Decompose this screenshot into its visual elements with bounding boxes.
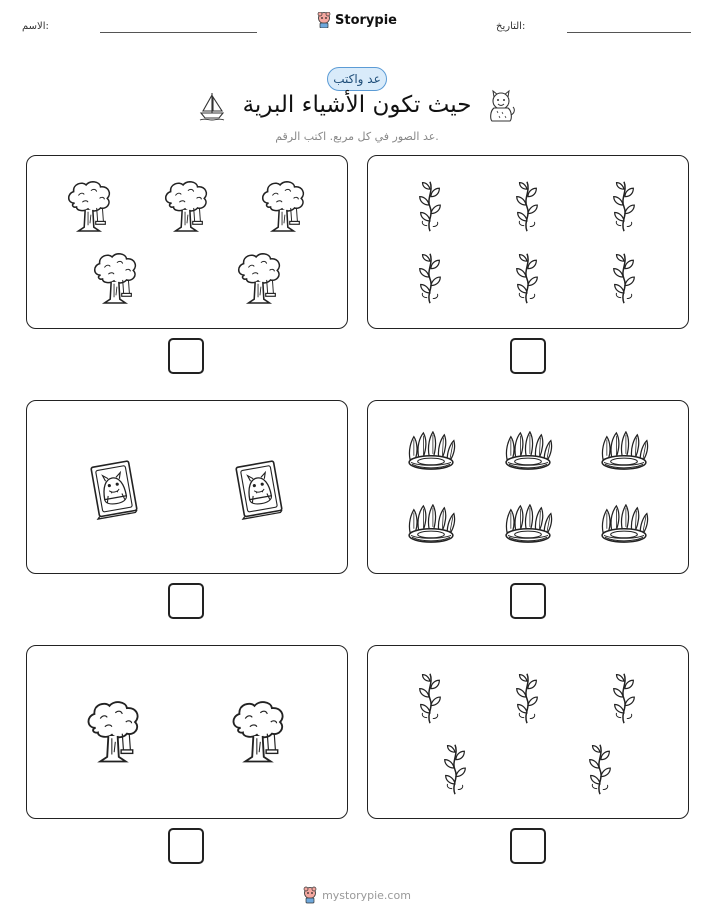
vine-icon	[513, 670, 541, 726]
storypie-mascot-icon	[303, 886, 317, 904]
tree-swing-icon	[229, 700, 287, 765]
brand-logo	[0, 12, 714, 32]
vine-icon	[610, 670, 638, 726]
count-panel-trees-5	[26, 155, 348, 329]
vine-icon	[441, 741, 469, 797]
answer-box-crowns-6[interactable]	[510, 583, 546, 619]
vine-icon	[416, 178, 444, 234]
name-line[interactable]	[100, 32, 257, 33]
count-panel-books-2	[26, 400, 348, 574]
date-label: التاريخ:	[496, 21, 526, 32]
vine-icon	[586, 741, 614, 797]
storypie-mascot-icon	[317, 12, 331, 28]
leaf-crown-icon	[598, 504, 650, 544]
answer-box-vines-5[interactable]	[510, 828, 546, 864]
leaf-crown-icon	[405, 504, 457, 544]
vine-icon	[513, 178, 541, 234]
leaf-crown-icon	[502, 504, 554, 544]
leaf-crown-icon	[405, 431, 457, 471]
footer-url[interactable]: mystorypie.com	[322, 888, 411, 902]
leaf-crown-icon	[598, 431, 650, 471]
answer-box-trees-2[interactable]	[168, 828, 204, 864]
tree-swing-icon	[235, 252, 283, 306]
date-line[interactable]	[567, 32, 691, 33]
tree-swing-icon	[259, 180, 307, 234]
name-label: الاسم:	[22, 21, 49, 32]
activity-badge: عد واكتب	[327, 67, 387, 91]
brand-name: Storypie	[335, 12, 397, 28]
count-panel-vines-5	[367, 645, 689, 819]
count-panel-crowns-6	[367, 400, 689, 574]
answer-box-trees-5[interactable]	[168, 338, 204, 374]
count-panel-trees-2	[26, 645, 348, 819]
page-title: حيث تكون الأشياء البرية	[242, 92, 472, 118]
vine-icon	[610, 250, 638, 306]
tree-swing-icon	[65, 180, 113, 234]
tree-swing-icon	[162, 180, 210, 234]
instructions: عد الصور في كل مربع. اكتب الرقم.	[275, 130, 439, 143]
vine-icon	[416, 250, 444, 306]
tree-swing-icon	[84, 700, 142, 765]
wolf-suit-icon	[486, 89, 516, 123]
answer-box-vines-6[interactable]	[510, 338, 546, 374]
footer	[0, 886, 714, 908]
count-panel-vines-6	[367, 155, 689, 329]
vine-icon	[416, 670, 444, 726]
monster-book-icon	[228, 458, 288, 520]
leaf-crown-icon	[502, 431, 554, 471]
tree-swing-icon	[91, 252, 139, 306]
answer-box-books-2[interactable]	[168, 583, 204, 619]
vine-icon	[610, 178, 638, 234]
monster-book-icon	[83, 458, 143, 520]
vine-icon	[513, 250, 541, 306]
